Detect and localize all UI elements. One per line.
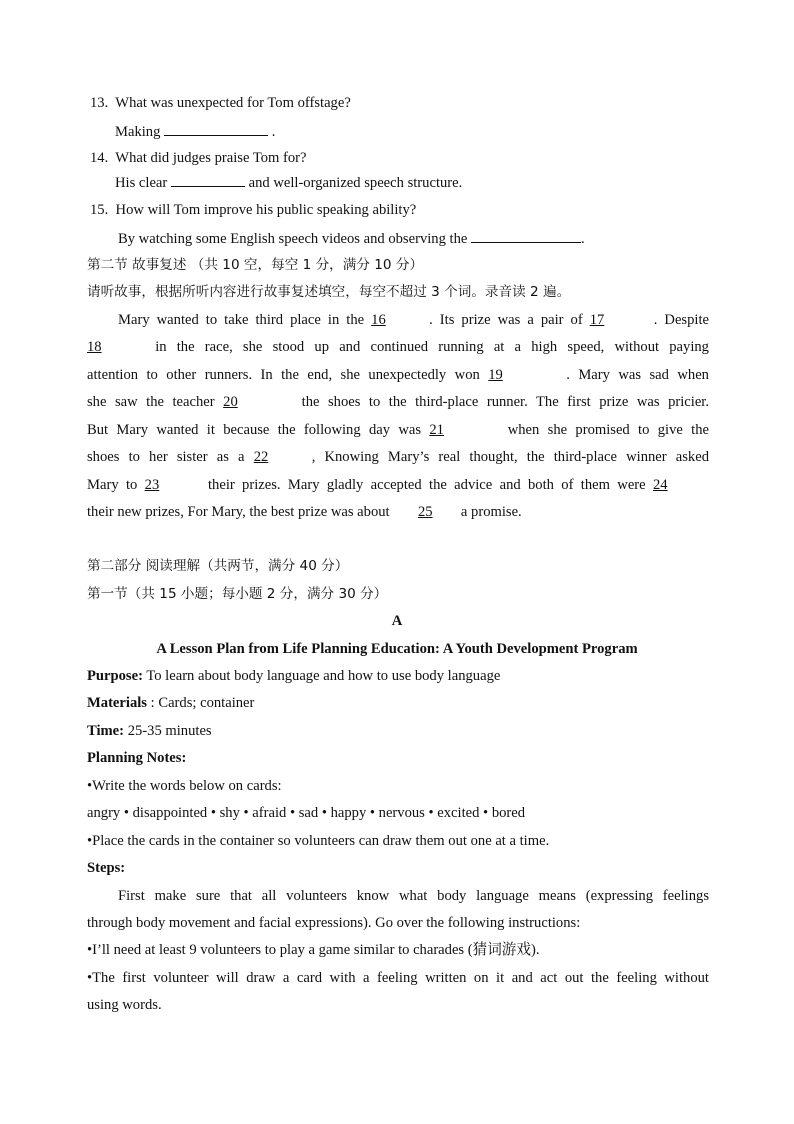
planning-notes-heading: Planning Notes:	[87, 750, 187, 766]
story-blank[interactable]: 17	[589, 312, 605, 328]
time-line: Time: 25-35 minutes	[87, 723, 212, 739]
section-heading: 第二节 故事复述 （共 10 空，每空 1 分，满分 10 分）	[87, 257, 424, 273]
purpose-line: Purpose: To learn about body language and how to use body language	[87, 668, 501, 684]
answer-15: By watching some English speech videos and observing the .	[118, 231, 585, 247]
story-blank[interactable]: 19	[488, 367, 503, 383]
section-instruction: 请听故事，根据所听内容进行故事复述填空，每空不超过 3 个词。录音读 2 遍。	[87, 284, 571, 300]
story-blank[interactable]: 20	[223, 394, 238, 410]
story-line: their new prizes, For Mary, the best prize was about 25 a promise.	[87, 504, 522, 520]
steps-paragraph: First make sure that all volunteers know what body language means (expressing feelings	[118, 888, 709, 904]
step-item: using words.	[87, 997, 162, 1013]
note-item: •Place the cards in the container so volunteers can draw them out one at a time.	[87, 833, 550, 849]
feelings-list: angry • disappointed • shy • afraid • sad • happy • nervous • excited • bored	[87, 805, 526, 821]
story-line: attention to other runners. In the end, she unexpectedly won 19 . Mary was sad when	[87, 367, 709, 383]
story-line: shoes to her sister as a 22 , Knowing Mary’s real thought, the third-place winner asked	[87, 449, 709, 465]
answer-14-blank[interactable]	[171, 173, 245, 187]
question-13: 13. What was unexpected for Tom offstage?	[90, 95, 351, 111]
answer-13-blank[interactable]	[164, 122, 268, 136]
part-section-heading: 第一节（共 15 小题；每小题 2 分，满分 30 分）	[87, 586, 388, 602]
question-14: 14. What did judges praise Tom for?	[90, 150, 307, 166]
story-blank[interactable]: 24	[652, 477, 668, 493]
story-blank[interactable]: 25	[417, 504, 433, 520]
answer-13: Making .	[115, 124, 276, 140]
materials-line: Materials : Cards; container	[87, 695, 255, 711]
passage-letter: A	[391, 613, 403, 629]
passage-title: A Lesson Plan from Life Planning Education: A Youth Development Program	[156, 641, 638, 657]
answer-14: His clear and well-organized speech structure.	[115, 175, 463, 191]
story-blank[interactable]: 22	[253, 449, 269, 465]
step-item: •The first volunteer will draw a card with a feeling written on it and act out the feeling without	[87, 970, 709, 986]
story-line: 18 in the race, she stood up and continued running at a high speed, without paying	[87, 339, 709, 355]
story-line: Mary to 23 their prizes. Mary gladly accepted the advice and both of them were 24	[87, 476, 709, 494]
steps-paragraph: through body movement and facial expressions). Go over the following instructions:	[87, 915, 581, 931]
story-blank[interactable]: 18	[87, 339, 102, 355]
story-blank[interactable]: 23	[144, 477, 160, 493]
story-line: Mary wanted to take third place in the 16 . Its prize was a pair of 17 . Despite	[118, 312, 709, 328]
answer-15-blank[interactable]	[471, 229, 581, 243]
story-line: But Mary wanted it because the following day was 21 when she promised to give the	[87, 422, 709, 438]
question-15: 15. How will Tom improve his public speaking ability?	[90, 202, 417, 218]
story-line: she saw the teacher 20 the shoes to the third-place runner. The first prize was pricier.	[87, 394, 710, 410]
story-blank[interactable]: 16	[371, 312, 386, 328]
step-item: •I’ll need at least 9 volunteers to play a game similar to charades (猜词游戏).	[87, 942, 540, 958]
part-heading: 第二部分 阅读理解（共两节，满分 40 分）	[87, 558, 349, 574]
note-item: •Write the words below on cards:	[87, 778, 282, 794]
story-blank[interactable]: 21	[429, 422, 444, 438]
steps-heading: Steps:	[87, 860, 126, 876]
